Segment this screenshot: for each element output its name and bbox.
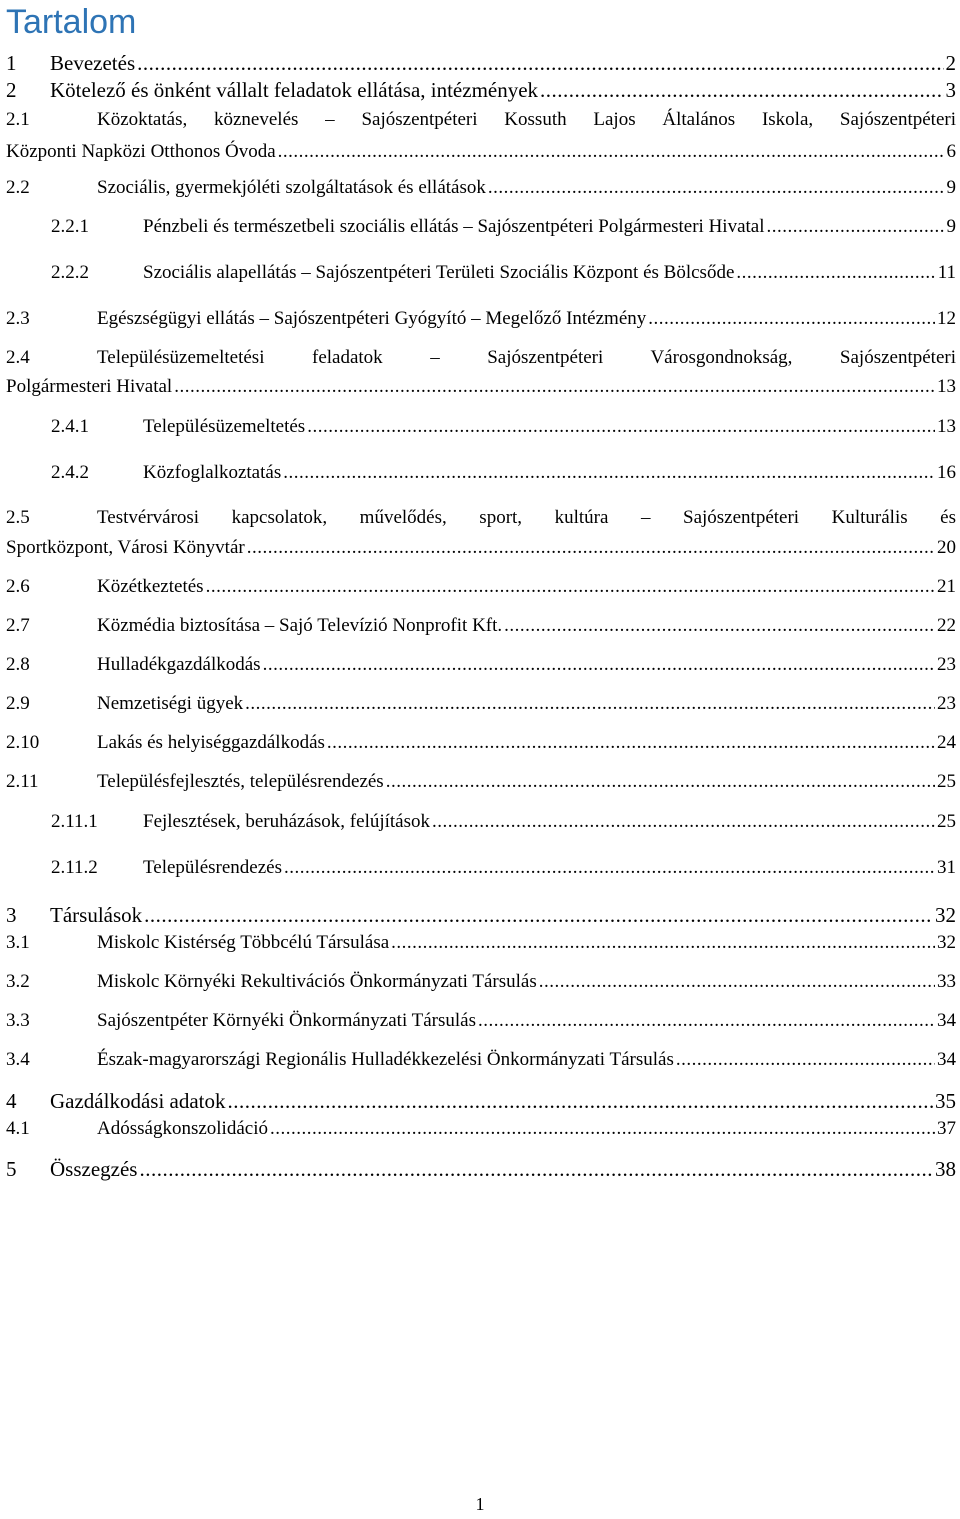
toc-number: 2.11.1: [51, 811, 98, 832]
toc-number: 2.10: [6, 732, 40, 753]
toc-text: Társulások: [50, 903, 143, 927]
toc-number: 3.1: [6, 932, 30, 953]
toc-page: 35: [935, 1089, 956, 1113]
toc-page: 25: [937, 771, 956, 792]
toc-page: 23: [937, 693, 956, 714]
toc-page: 34: [937, 1049, 956, 1070]
toc-text: Közmédia biztosítása – Sajó Televízió Nonprofit Kft.: [97, 615, 503, 636]
toc-page: 21: [937, 576, 956, 597]
toc-text: Adósságkonszolidáció: [97, 1118, 268, 1139]
toc-text-line1: Közoktatás, köznevelés – Sajószentpéteri Kossuth Lajos Általános Iskola, Sajószentpéteri: [97, 109, 956, 130]
toc-text: Bevezetés: [50, 51, 136, 75]
toc-text: Gazdálkodási adatok: [50, 1089, 226, 1113]
toc-number: 2.9: [6, 693, 30, 714]
toc-text: Sajószentpéter Környéki Önkormányzati Társulás: [97, 1010, 477, 1031]
toc-text-line1: Testvérvárosi kapcsolatok, művelődés, sport, kultúra – Sajószentpéteri Kulturális és: [97, 507, 956, 528]
toc-number: 2.11: [6, 771, 39, 792]
toc-text: Kötelező és önként vállalt feladatok ellátása, intézmények: [50, 78, 539, 102]
toc-number: 2.3: [6, 308, 30, 329]
toc-text: Közfoglalkoztatás: [143, 462, 282, 483]
toc-text-line2: Központi Napközi Otthonos Óvoda: [6, 141, 276, 162]
toc-page: 22: [937, 615, 956, 636]
toc-number: 2.5: [6, 507, 30, 528]
toc-number: 3: [6, 903, 17, 927]
toc-text: Észak-magyarországi Regionális Hulladékkezelési Önkormányzati Társulás: [97, 1049, 674, 1070]
toc-number: 3.3: [6, 1010, 30, 1031]
toc-page: 3: [945, 78, 956, 102]
page-number: 1: [475, 1494, 485, 1514]
toc-page: 9: [946, 216, 956, 237]
toc-number: 3.4: [6, 1049, 30, 1070]
toc-number: 2.4.2: [51, 462, 89, 483]
toc-text: Lakás és helyiséggazdálkodás: [97, 732, 325, 753]
toc-number: 2.1: [6, 109, 30, 130]
toc-page: 24: [937, 732, 956, 753]
toc-page: 23: [937, 654, 956, 675]
toc-text-line2: Sportközpont, Városi Könyvtár: [6, 537, 245, 558]
toc-number: 2.2: [6, 177, 30, 198]
toc-number: 2: [6, 78, 17, 102]
toc-text: Településrendezés: [143, 857, 282, 878]
toc-text-line2: Polgármesteri Hivatal: [6, 376, 173, 397]
toc-page: 34: [937, 1010, 956, 1031]
toc-number: 2.8: [6, 654, 30, 675]
toc-number: 4.1: [6, 1118, 30, 1139]
toc-text: Nemzetiségi ügyek: [97, 693, 244, 714]
toc-text: Fejlesztések, beruházások, felújítások: [143, 811, 431, 832]
toc-page: 37: [937, 1118, 956, 1139]
toc-page: 20: [937, 537, 956, 558]
toc-number: 2.4: [6, 347, 30, 368]
toc-text: Szociális, gyermekjóléti szolgáltatások és ellátások: [97, 177, 486, 198]
toc-page: 16: [937, 462, 956, 483]
toc-number: 4: [6, 1089, 17, 1113]
toc-text: Szociális alapellátás – Sajószentpéteri Területi Szociális Központ és Bölcsőde: [143, 262, 735, 283]
toc-page: 11: [937, 262, 956, 283]
toc-text-line1: Településüzemeltetési feladatok – Sajószentpéteri Városgondnokság, Sajószentpéteri: [97, 347, 956, 368]
toc-text: Miskolc Környéki Rekultivációs Önkormányzati Társulás: [97, 971, 537, 992]
toc-text: Pénzbeli és természetbeli szociális ellátás – Sajószentpéteri Polgármesteri Hivatal: [143, 216, 765, 237]
toc-page: 32: [937, 932, 956, 953]
toc-page: 6: [946, 141, 956, 162]
toc-number: 3.2: [6, 971, 30, 992]
toc-number: 1: [6, 51, 17, 75]
toc-page: 13: [937, 416, 956, 437]
toc-page: 38: [935, 1157, 956, 1181]
toc-number: 2.2.1: [51, 216, 89, 237]
toc-text: Hulladékgazdálkodás: [97, 654, 261, 675]
toc-page: 9: [946, 177, 956, 198]
toc-text: Összegzés: [50, 1157, 138, 1181]
toc-text: Miskolc Kistérség Többcélú Társulása: [97, 932, 390, 953]
toc-page: 32: [935, 903, 956, 927]
toc-text: Településfejlesztés, településrendezés: [97, 771, 384, 792]
toc-page: 12: [937, 308, 956, 329]
toc-page: 33: [937, 971, 956, 992]
toc-page: 2: [945, 51, 956, 75]
toc-text: Egészségügyi ellátás – Sajószentpéteri Gyógyító – Megelőző Intézmény: [97, 308, 647, 329]
toc-text: Közétkeztetés: [97, 576, 204, 597]
toc-page: 25: [937, 811, 956, 832]
toc-number: 2.2.2: [51, 262, 89, 283]
toc-number: 2.7: [6, 615, 30, 636]
toc-number: 5: [6, 1157, 17, 1181]
toc-number: 2.4.1: [51, 416, 89, 437]
toc-number: 2.6: [6, 576, 30, 597]
page-title: Tartalom: [6, 3, 137, 41]
toc-page: 13: [937, 376, 956, 397]
toc-text: Településüzemeltetés: [143, 416, 306, 437]
toc-number: 2.11.2: [51, 857, 98, 878]
toc-page: 31: [937, 857, 956, 878]
